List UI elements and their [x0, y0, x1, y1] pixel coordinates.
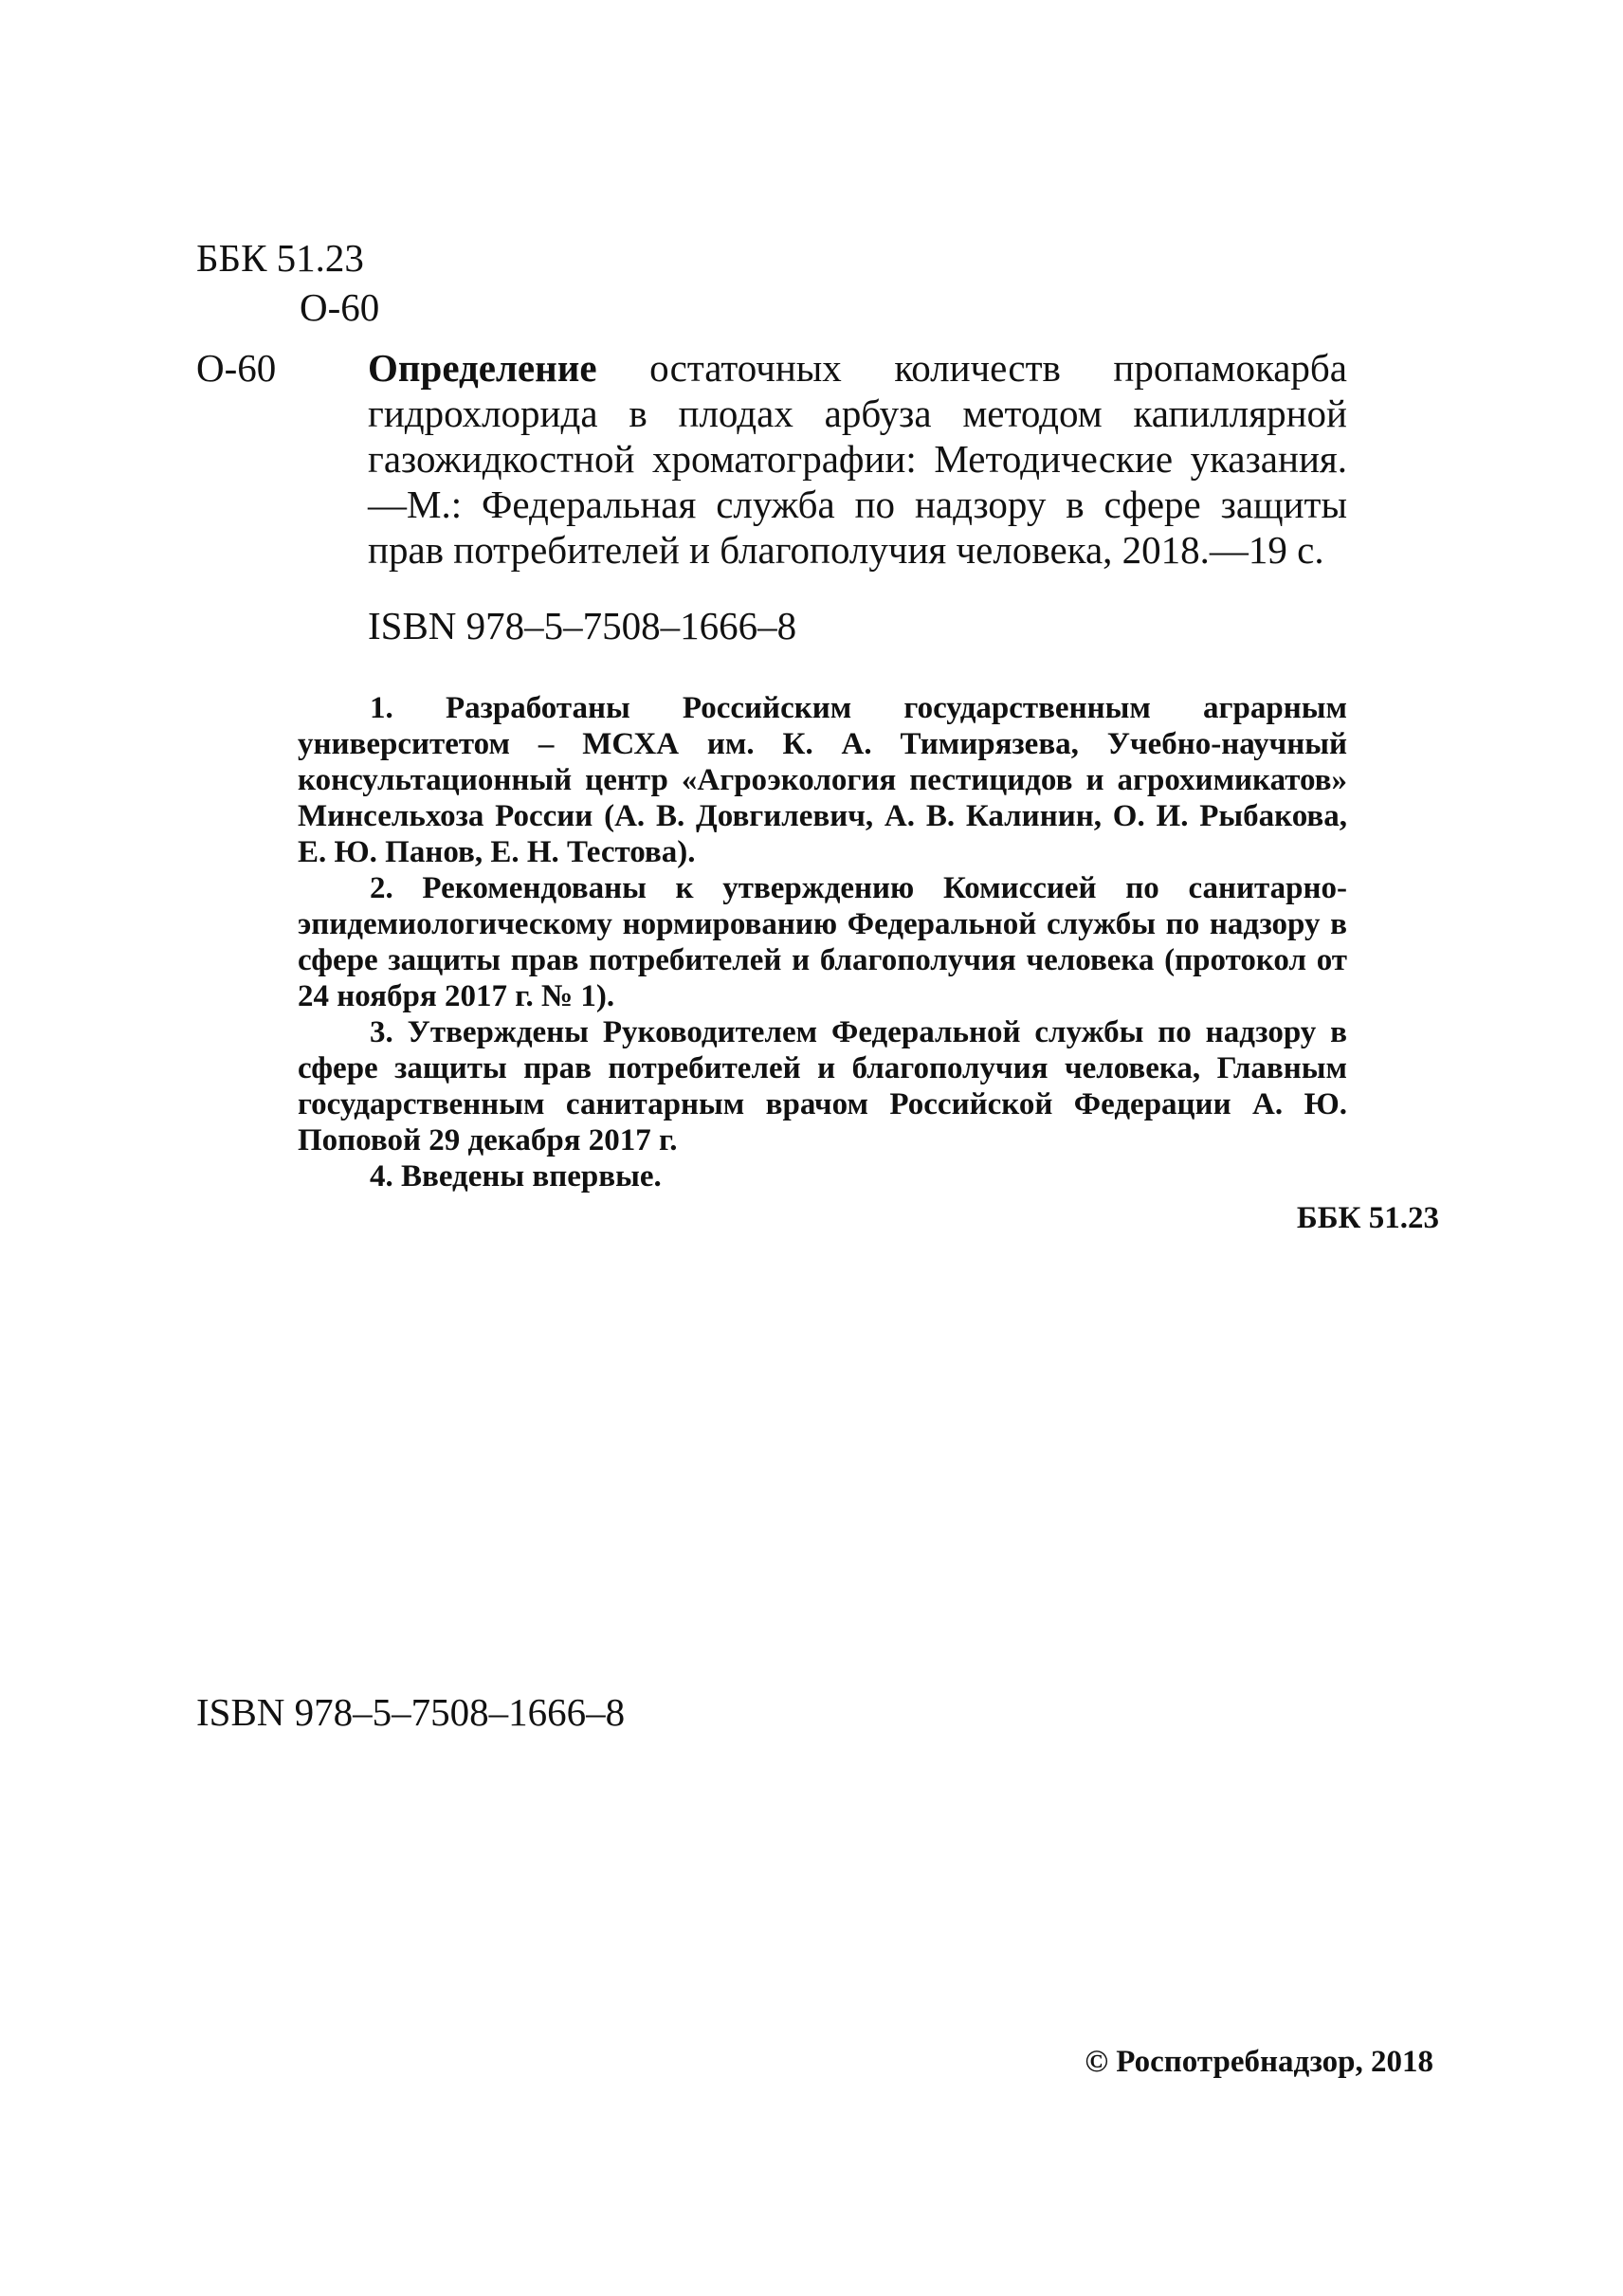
note-item: 3. Утверждены Руководителем Федеральной службы по надзору в сфере защиты прав потребителей и благополучия человека, Главным государственным санитарным врачом Российской Федерации А. Ю. Поповой 29 декабря 2017 г. [298, 1015, 1347, 1157]
bbk-index-header: ББК 51.23 [196, 236, 364, 280]
note-item: 1. Разработаны Российским государственным аграрным университетом – МСХА им. К. А. Тимирязева, Учебно-научный консультационный центр «Агроэкология пестицидов и агрохимикатов» Минсельхоза России (А. В. Довгилевич, А. В. Калинин, О. И. Рыбакова, Е. Ю. Панов, Е. Н. Тестова). [298, 691, 1347, 869]
catalog-description [368, 345, 1347, 573]
note-item: 4. Введены впервые. [370, 1159, 662, 1194]
bbk-index-footer: ББК 51.23 [1296, 1201, 1439, 1235]
isbn-footer: ISBN 978–5–7508–1666–8 [196, 1690, 626, 1734]
catalog-title-lead: Определение [368, 346, 597, 390]
isbn-main: ISBN 978–5–7508–1666–8 [368, 604, 797, 647]
note-item: 2. Рекомендованы к утверждению Комиссией по санитарно-эпидемиологическому нормированию Федеральной службы по надзору в сфере защиты прав потребителей и благополучия человека (протокол от 24 ноября 2017 г. № 1). [298, 871, 1347, 1013]
copyright-notice: © Роспотребнадзор, 2018 [1085, 2045, 1433, 2079]
catalog-author-mark: О-60 [196, 346, 277, 390]
catalog-description-rest: остаточных количеств пропамокарба гидрохлорида в плодах арбуза методом капиллярной газожидкостной хроматографии: Методические указания.—М.: Федеральная служба по надзору в сфере защиты прав потребителей и благополучия человека, 2018.—19 с. [368, 346, 1347, 572]
publication-notes [298, 690, 1347, 1194]
author-mark-header: О-60 [300, 285, 380, 329]
